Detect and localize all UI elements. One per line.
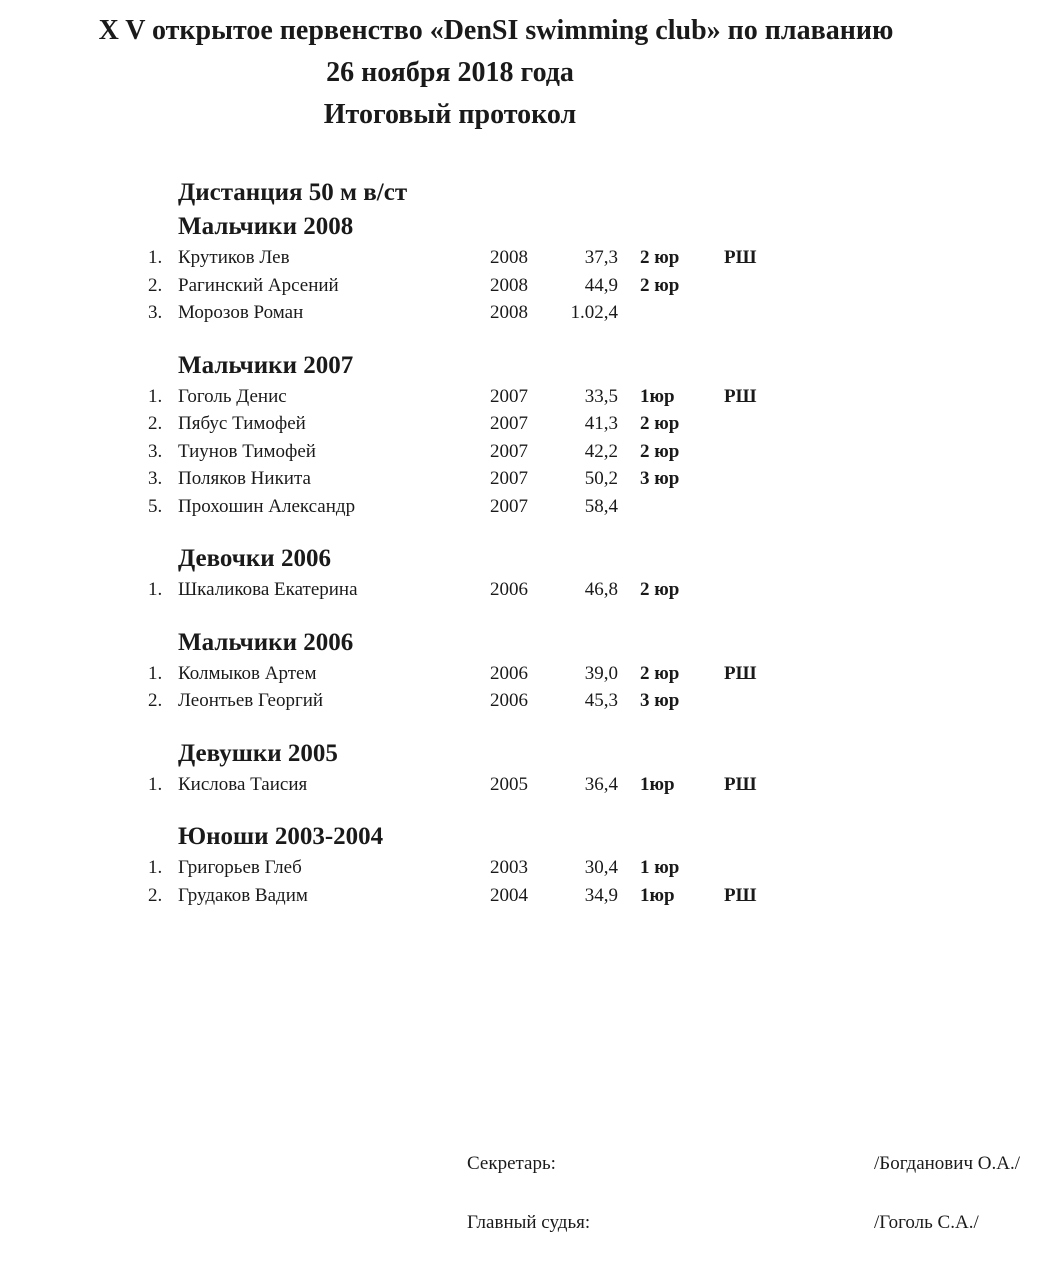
- result-name: Колмыков Артем: [178, 662, 317, 684]
- result-name: Кислова Таисия: [178, 773, 308, 795]
- result-name: Пябус Тимофей: [178, 413, 306, 434]
- result-time: 45,3: [584, 690, 618, 711]
- result-name: Рагинский Арсений: [178, 274, 339, 296]
- result-time: 36,4: [584, 773, 618, 795]
- result-name: Гоголь Денис: [178, 385, 287, 407]
- result-year: 2003: [490, 857, 528, 878]
- result-year: 2008: [490, 274, 528, 296]
- result-note: РШ: [724, 662, 757, 684]
- result-note: РШ: [724, 773, 757, 795]
- result-place: 1.: [148, 662, 163, 684]
- result-row: [148, 299, 848, 327]
- result-year: 2005: [490, 773, 528, 795]
- result-place: 1.: [148, 579, 163, 600]
- result-row: [148, 438, 848, 466]
- result-time: 30,4: [584, 857, 618, 878]
- result-name: Крутиков Лев: [178, 247, 290, 268]
- result-time: 1.02,4: [570, 302, 618, 323]
- result-time: 39,0: [584, 662, 618, 684]
- result-place: 3.: [148, 440, 163, 462]
- result-group: [148, 348, 848, 521]
- result-row: [148, 410, 848, 438]
- result-place: 1.: [148, 385, 163, 407]
- results-groups: [148, 209, 848, 909]
- result-rank: 2 юр: [640, 247, 680, 268]
- result-row: [148, 854, 848, 882]
- result-name: Шкаликова Екатерина: [178, 579, 358, 600]
- result-rank: 3 юр: [640, 468, 680, 489]
- group-title: Мальчики 2006: [178, 628, 354, 656]
- result-name: Леонтьев Георгий: [178, 690, 324, 711]
- result-rank: 2 юр: [640, 662, 680, 684]
- result-group: [148, 736, 848, 799]
- document-date: 26 ноября 2018 года: [326, 57, 574, 88]
- distance-heading: Дистанция 50 м в/ст: [178, 179, 408, 206]
- result-group: [148, 625, 848, 715]
- group-title: Юноши 2003-2004: [178, 823, 384, 850]
- result-rank: 1 юр: [640, 857, 680, 878]
- result-year: 2007: [490, 440, 528, 462]
- result-rank: 2 юр: [640, 440, 680, 462]
- result-place: 3.: [148, 302, 163, 323]
- result-year: 2007: [490, 495, 528, 517]
- result-row: [148, 660, 848, 688]
- result-year: 2004: [490, 884, 528, 906]
- result-row: [148, 771, 848, 799]
- result-place: 2.: [148, 690, 163, 711]
- result-rank: 3 юр: [640, 690, 680, 711]
- result-group: [148, 541, 848, 604]
- result-name: Морозов Роман: [178, 302, 304, 323]
- result-place: 3.: [148, 468, 163, 489]
- result-place: 2.: [148, 884, 163, 906]
- result-year: 2006: [490, 690, 528, 711]
- result-row: [148, 687, 848, 715]
- result-place: 5.: [148, 495, 163, 517]
- result-rank: 2 юр: [640, 274, 680, 296]
- result-group: [148, 209, 848, 327]
- result-name: Тиунов Тимофей: [178, 440, 316, 462]
- result-time: 41,3: [584, 413, 618, 434]
- result-note: РШ: [724, 385, 757, 407]
- result-time: 34,9: [584, 884, 618, 906]
- result-rank: 2 юр: [640, 579, 680, 600]
- result-year: 2008: [490, 247, 528, 268]
- result-rank: 1юр: [640, 385, 675, 407]
- chief-judge-name: /Гоголь С.А./: [874, 1212, 979, 1233]
- result-row: [148, 576, 848, 604]
- result-note: РШ: [724, 247, 757, 268]
- result-name: Григорьев Глеб: [178, 857, 302, 878]
- result-row: [148, 272, 848, 300]
- result-time: 46,8: [584, 579, 618, 600]
- group-title: Мальчики 2008: [178, 213, 354, 240]
- secretary-label: Секретарь:: [467, 1153, 556, 1174]
- result-time: 37,3: [584, 247, 618, 268]
- result-row: [148, 383, 848, 411]
- result-row: [148, 465, 848, 493]
- result-row: [148, 244, 848, 272]
- result-name: Прохошин Александр: [178, 495, 356, 517]
- result-row: [148, 882, 848, 910]
- result-place: 2.: [148, 274, 163, 296]
- group-title: Девочки 2006: [178, 545, 331, 572]
- result-time: 33,5: [584, 385, 618, 407]
- result-place: 1.: [148, 857, 163, 878]
- result-group: [148, 819, 848, 909]
- result-name: Грудаков Вадим: [178, 884, 308, 906]
- result-time: 42,2: [584, 440, 618, 462]
- result-row: [148, 493, 848, 521]
- result-time: 44,9: [584, 274, 618, 296]
- result-year: 2006: [490, 662, 528, 684]
- result-place: 1.: [148, 247, 163, 268]
- result-time: 50,2: [584, 468, 618, 489]
- secretary-name: /Богданович О.А./: [874, 1153, 1020, 1174]
- result-time: 58,4: [584, 495, 618, 517]
- result-rank: 1юр: [640, 884, 675, 906]
- group-title: Мальчики 2007: [178, 351, 354, 379]
- result-year: 2007: [490, 468, 528, 489]
- result-rank: 2 юр: [640, 413, 680, 434]
- document-subtitle: Итоговый протокол: [323, 99, 577, 130]
- result-note: РШ: [724, 884, 757, 906]
- chief-judge-label: Главный судья:: [467, 1212, 591, 1233]
- document-title: X V открытое первенство «DenSI swimming club» по плаванию: [98, 15, 894, 46]
- result-place: 1.: [148, 773, 163, 795]
- result-year: 2008: [490, 302, 528, 323]
- result-year: 2007: [490, 385, 528, 407]
- result-rank: 1юр: [640, 773, 675, 795]
- result-year: 2007: [490, 413, 528, 434]
- results-section: [148, 176, 848, 930]
- result-place: 2.: [148, 413, 163, 434]
- result-name: Поляков Никита: [178, 468, 311, 489]
- group-title: Девушки 2005: [178, 739, 338, 767]
- result-year: 2006: [490, 579, 528, 600]
